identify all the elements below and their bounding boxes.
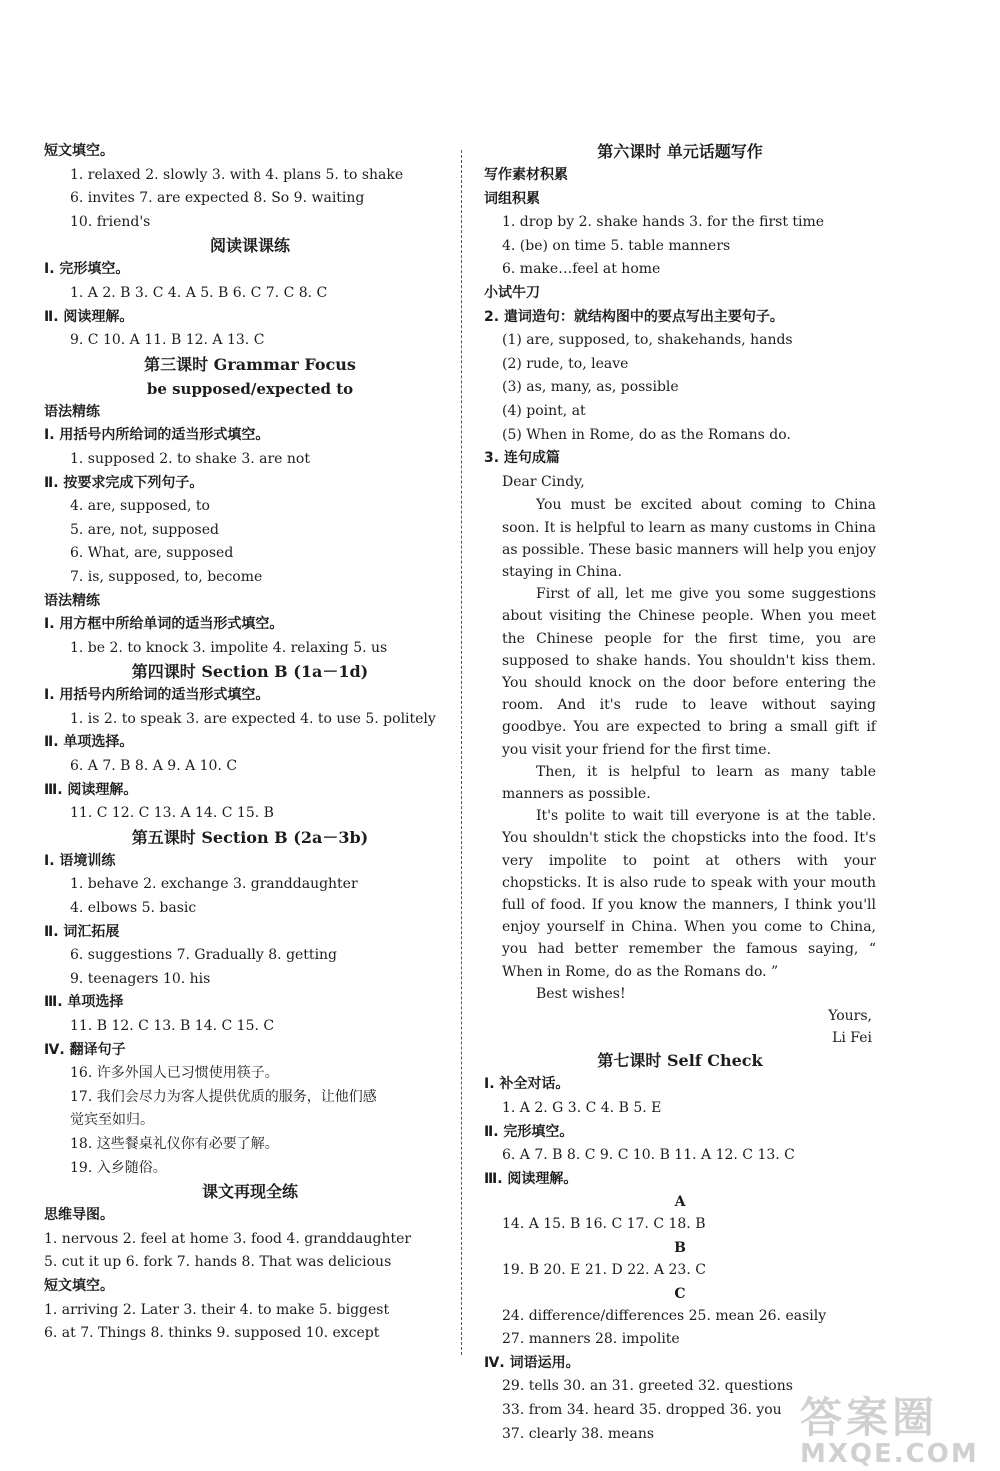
section-label: Ⅲ. 阅读理解。 [484,1170,578,1187]
answer-line: 1. A 2. B 3. C 4. A 5. B 6. C 7. C 8. C [70,284,328,301]
section-label: 小试牛刀 [484,284,540,301]
answer-line: (2) rude, to, leave [502,355,629,372]
column-divider [461,150,462,1355]
watermark-url: MXQE.COM [800,1439,979,1469]
answer-line: 37. clearly 38. means [502,1425,655,1442]
section-label: Ⅲ. 单项选择 [44,994,124,1011]
letter-signoff: Yours, [828,1007,872,1024]
section-title: 课文再现全练 [201,1182,298,1202]
answer-line: 1. is 2. to speak 3. are expected 4. to use 5. politely [70,710,436,727]
letter-paragraph: First of all, let me give you some suggestions about visiting the Chinese people. When you meet the Chinese people for the first time, you are supposed to shake hands. You shouldn't kiss them. You should knock on the door before entering the room. And it's rude to leave without saying goodbye. You are expected to bring a small gift if you visit your friend for the first time. [502,586,876,758]
section-label: 短文填空。 [44,143,114,159]
letter-paragraph: Best wishes! [536,985,626,1002]
section-label: Ⅲ. 阅读理解。 [44,781,138,798]
answer-line: 6. A 7. B 8. C 9. C 10. B 11. A 12. C 13. C [502,1147,795,1164]
answer-line: 1. relaxed 2. slowly 3. with 4. plans 5. to shake [70,166,404,183]
section-label: Ⅰ. 补全对话。 [484,1076,570,1093]
answer-line: 1. supposed 2. to shake 3. are not [70,450,310,467]
answer-line: 19. 入乡随俗。 [70,1159,167,1176]
section-label: Ⅰ. 语境训练 [44,852,116,869]
answer-line: 觉宾至如归。 [70,1112,154,1129]
answer-line: 1. behave 2. exchange 3. granddaughter [70,876,358,893]
answer-line: 18. 这些餐桌礼仪你有必要了解。 [70,1135,279,1152]
answer-line: 7. is, supposed, to, become [70,568,263,585]
section-title: 第四课时 Section B (1a－1d) [131,662,369,682]
answer-line: 4. (be) on time 5. table manners [502,237,731,254]
answer-line: (4) point, at [502,402,586,419]
answer-line: 6. make…feel at home [502,261,661,278]
passage-letter: A [674,1194,686,1211]
answer-line: 6. at 7. Things 8. thinks 9. supposed 10. except [44,1325,380,1342]
section-label: 3. 连句成篇 [484,450,560,467]
section-label: 思维导图。 [44,1207,114,1224]
section-label: Ⅳ. 翻译句子 [44,1041,126,1058]
section-label: Ⅱ. 阅读理解。 [44,308,134,325]
answer-line: 4. are, supposed, to [70,498,210,515]
answer-line: 27. manners 28. impolite [502,1331,680,1348]
answer-line: 1. nervous 2. feel at home 3. food 4. granddaughter [44,1230,412,1247]
answer-line: 17. 我们会尽力为客人提供优质的服务，让他们感 [70,1088,377,1105]
section-title: 第六课时 单元话题写作 [597,142,763,161]
passage-letter: C [674,1285,686,1302]
answer-line: (3) as, many, as, possible [502,379,679,396]
answer-line: 1. be 2. to knock 3. impolite 4. relaxing 5. us [70,639,388,656]
section-label: 语法精练 [44,592,100,609]
answer-line: 11. B 12. C 13. B 14. C 15. C [70,1018,275,1034]
answer-line: 16. 许多外国人已习惯使用筷子。 [70,1065,279,1082]
section-label: 词组积累 [484,190,540,207]
answer-line: 10. friend's [70,213,151,230]
section-title: 第三课时 Grammar Focus [144,354,356,374]
section-label: Ⅰ. 用方框中所给单词的适当形式填空。 [44,616,284,633]
section-title: 第七课时 Self Check [597,1051,763,1071]
section-label: Ⅰ. 完形填空。 [44,261,130,278]
section-label: 语法精练 [44,403,100,420]
watermark-logo [800,1385,1000,1471]
answer-line: 9. C 10. A 11. B 12. A 13. C [70,332,265,349]
section-label: Ⅳ. 词语运用。 [484,1354,580,1371]
answer-line: 9. teenagers 10. his [70,970,211,987]
section-label: Ⅱ. 词汇拓展 [44,923,120,940]
answer-line: 1. arriving 2. Later 3. their 4. to make 5. biggest [44,1301,390,1318]
section-title: 阅读课课练 [209,236,290,256]
answer-line: 6. suggestions 7. Gradually 8. getting [70,947,338,964]
answer-line: 11. C 12. C 13. A 14. C 15. B [70,805,274,822]
section-title: 第五课时 Section B (2a－3b) [131,827,369,847]
answer-line: 19. B 20. E 21. D 22. A 23. C [502,1261,706,1278]
letter-signoff: Li Fei [832,1030,872,1047]
answer-line: 29. tells 30. an 31. greeted 32. questions [502,1378,793,1395]
letter-paragraph: Then, it is helpful to learn as many table manners as possible. [502,763,876,802]
answer-line: 5. cut it up 6. fork 7. hands 8. That was delicious [44,1254,392,1271]
right-column [484,140,876,1446]
section-label: 2. 遣词造句：就结构图中的要点写出主要句子。 [484,308,784,325]
section-label: Ⅱ. 单项选择。 [44,734,134,751]
answer-line: 24. difference/differences 25. mean 26. easily [502,1307,827,1324]
section-label: Ⅰ. 用括号内所给词的适当形式填空。 [44,427,270,444]
letter-paragraph: It's polite to wait till everyone is at the table. You shouldn't stick the chopsticks into the food. It's very impolite to point at others with your chopsticks. It is also rude to speak with your mouth full of food. If you know the manners, I think you'll enjoy yourself in China. When you come to China, you had better remember the famous saying, “ When in Rome, do as the Romans do. ” [502,808,876,980]
watermark-text: 答案圈 [800,1393,939,1442]
section-label: Ⅱ. 完形填空。 [484,1123,574,1140]
answer-line: 14. A 15. B 16. C 17. C 18. B [502,1216,706,1233]
answer-line: 4. elbows 5. basic [70,900,197,917]
letter-paragraph: You must be excited about coming to China soon. It is helpful to learn as many customs in China as possible. These basic manners will help you enjoy staying in China. [502,497,876,580]
answer-line: 1. drop by 2. shake hands 3. for the first time [502,214,825,231]
answer-line: 1. A 2. G 3. C 4. B 5. E [502,1099,662,1116]
section-label: 写作素材积累 [484,167,568,183]
section-label: Ⅰ. 用括号内所给词的适当形式填空。 [44,687,270,704]
answer-line: 6. What, are, supposed [70,545,234,562]
section-label: 短文填空。 [44,1277,114,1294]
passage-letter: B [674,1239,686,1256]
answer-line: Dear Cindy, [502,473,585,490]
section-subtitle: be supposed/expected to [146,379,354,398]
left-column [44,140,456,1346]
answer-line: 6. A 7. B 8. A 9. A 10. C [70,758,238,775]
answer-line: 6. invites 7. are expected 8. So 9. waiting [70,190,365,207]
answer-line: (5) When in Rome, do as the Romans do. [502,426,791,443]
answer-line: 5. are, not, supposed [70,521,219,538]
answer-line: (1) are, supposed, to, shakehands, hands [502,332,793,349]
section-label: Ⅱ. 按要求完成下列句子。 [44,474,204,491]
answer-line: 33. from 34. heard 35. dropped 36. you [502,1401,782,1418]
